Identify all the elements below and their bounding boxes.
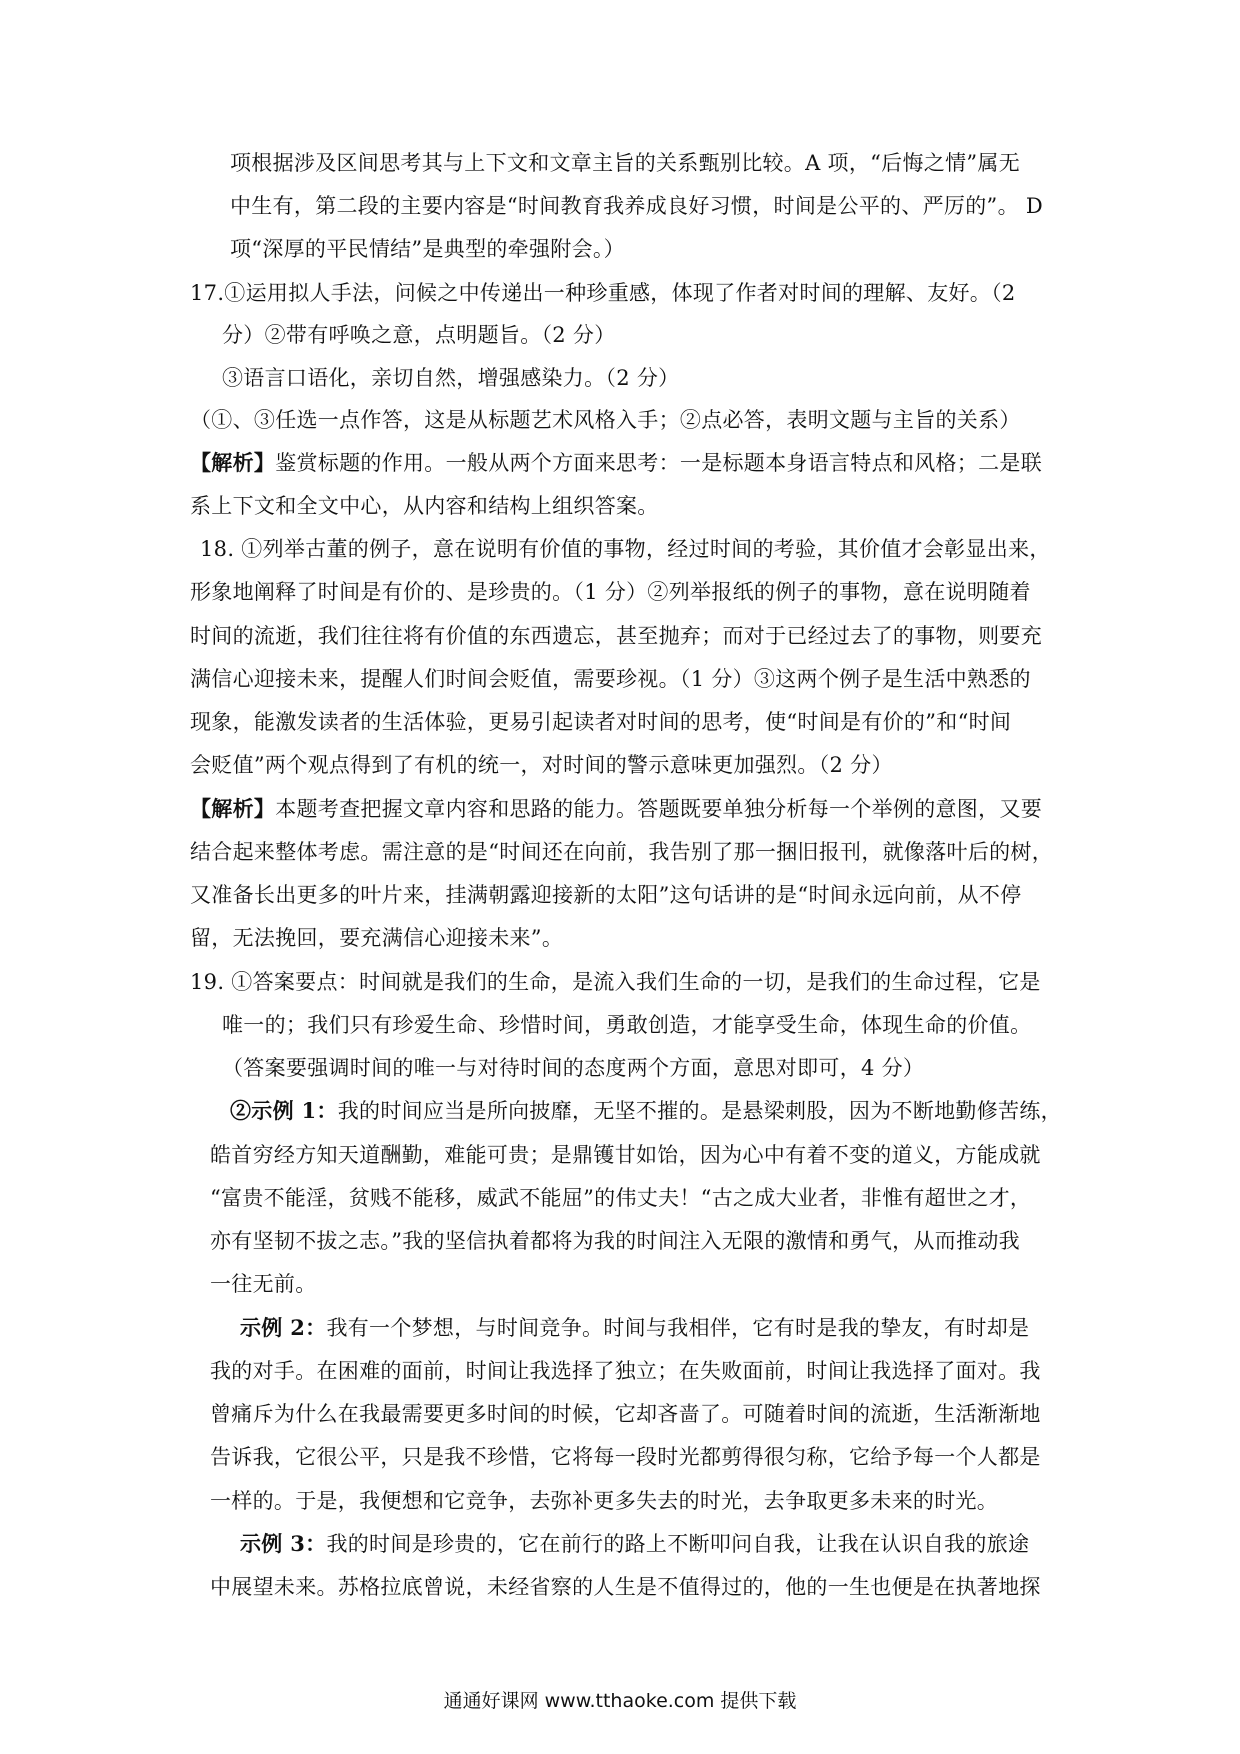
text-line: 亦有坚韧不拔之志。”我的坚信执着都将为我的时间注入无限的激情和勇气，从而推动我: [210, 1229, 1020, 1253]
analysis-tag: 【解析】: [190, 796, 276, 821]
example-tag: 示例 2：: [240, 1315, 327, 1340]
text-line: 中展望未来。苏格拉底曾说，未经省察的人生是不值得过的，他的一生也便是在执著地探: [210, 1575, 1041, 1599]
analysis-line: [190, 797, 1042, 821]
analysis-line: [190, 451, 1042, 475]
example-line: [230, 1099, 1062, 1123]
analysis-text: 鉴赏标题的作用。一般从两个方面来思考：一是标题本身语言特点和风格；二是联: [275, 451, 1042, 475]
text-line: 结合起来整体考虑。需注意的是“时间还在向前，我告别了那一捆旧报刊，就像落叶后的树，: [190, 840, 1054, 864]
example-text: 我的时间应当是所向披靡，无坚不摧的。是悬梁刺股，因为不断地勤修苦练，: [337, 1099, 1062, 1123]
text-line: 留，无法挽回，要充满信心迎接未来”。: [190, 926, 564, 950]
text-line: 又准备长出更多的叶片来，挂满朝露迎接新的太阳”这句话讲的是“时间永远向前，从不停: [190, 883, 1022, 907]
question-19-line: 19. ①答案要点：时间就是我们的生命，是流入我们生命的一切，是我们的生命过程，它是: [190, 970, 1041, 994]
text-line: 一往无前。: [210, 1272, 317, 1296]
text-line: 告诉我，它很公平，只是我不珍惜，它将每一段时光都剪得很匀称，它给予每一个人都是: [210, 1445, 1041, 1469]
text-line: （①、③任选一点作答，这是从标题艺术风格入手；②点必答，表明文题与主旨的关系）: [190, 408, 1021, 432]
text-line: 会贬值”两个观点得到了有机的统一，对时间的警示意味更加强烈。（2 分）: [190, 753, 893, 777]
text-line: 时间的流逝，我们往往将有价值的东西遗忘，甚至抛弃；而对于已经过去了的事物，则要充: [190, 624, 1042, 648]
analysis-tag: 【解析】: [190, 450, 276, 475]
text-line: 形象地阐释了时间是有价的、是珍贵的。（1 分）②列举报纸的例子的事物，意在说明随着: [190, 580, 1031, 604]
text-line: 曾痛斥为什么在我最需要更多时间的时候，它却吝啬了。可随着时间的流逝，生活渐渐地: [210, 1402, 1041, 1426]
text-line: 皓首穷经方知天道酬勤，难能可贵；是鼎镬甘如饴，因为心中有着不变的道义，方能成就: [210, 1143, 1041, 1167]
text-line: 一样的。于是，我便想和它竞争，去弥补更多失去的时光，去争取更多未来的时光。: [210, 1489, 999, 1513]
text-line: 项根据涉及区间思考其与上下文和文章主旨的关系甄别比较。A 项，“后悔之情”属无: [230, 151, 1021, 175]
example-text: 我的时间是珍贵的，它在前行的路上不断叩问自我，让我在认识自我的旅途: [326, 1532, 1030, 1556]
example-line: [240, 1316, 1029, 1340]
text-line: （答案要强调时间的唯一与对待时间的态度两个方面，意思对即可，4 分）: [222, 1056, 925, 1080]
example-line: [240, 1532, 1029, 1556]
example-tag: ②示例 1：: [230, 1098, 338, 1123]
text-line: 我的对手。在困难的面前，时间让我选择了独立；在失败面前，时间让我选择了面对。我: [210, 1359, 1041, 1383]
text-line: 系上下文和全文中心，从内容和结构上组织答案。: [190, 494, 659, 518]
text-line: ③语言口语化，亲切自然，增强感染力。（2 分）: [222, 366, 680, 390]
example-tag: 示例 3：: [240, 1531, 327, 1556]
text-line: 项“深厚的平民情结”是典型的牵强附会。）: [230, 237, 625, 261]
text-line: 满信心迎接未来，提醒人们时间会贬值，需要珍视。（1 分）③这两个例子是生活中熟悉的: [190, 667, 1031, 691]
text-line: “富贵不能淫，贫贱不能移，威武不能屈”的伟丈夫！“古之成大业者，非惟有超世之才，: [210, 1186, 1032, 1210]
page-footer: 通通好课网 www.tthaoke.com 提供下载: [443, 1690, 797, 1712]
analysis-text: 本题考查把握文章内容和思路的能力。答题既要单独分析每一个举例的意图，又要: [275, 797, 1042, 821]
text-line: 唯一的；我们只有珍爱生命、珍惜时间，勇敢创造，才能享受生命，体现生命的价值。: [222, 1013, 1032, 1037]
example-text: 我有一个梦想，与时间竞争。时间与我相伴，它有时是我的挚友，有时却是: [326, 1316, 1030, 1340]
question-18-line: 18. ①列举古董的例子，意在说明有价值的事物，经过时间的考验，其价值才会彰显出来，: [200, 537, 1051, 561]
text-line: 分）②带有呼唤之意，点明题旨。（2 分）: [222, 323, 616, 347]
text-line: 中生有，第二段的主要内容是“时间教育我养成良好习惯，时间是公平的、严厉的”。 D: [230, 194, 1043, 218]
question-17-line: 17.①运用拟人手法，问候之中传递出一种珍重感，体现了作者对时间的理解、友好。（2: [190, 281, 1016, 305]
text-line: 现象，能激发读者的生活体验，更易引起读者对时间的思考，使“时间是有价的”和“时间: [190, 710, 1012, 734]
